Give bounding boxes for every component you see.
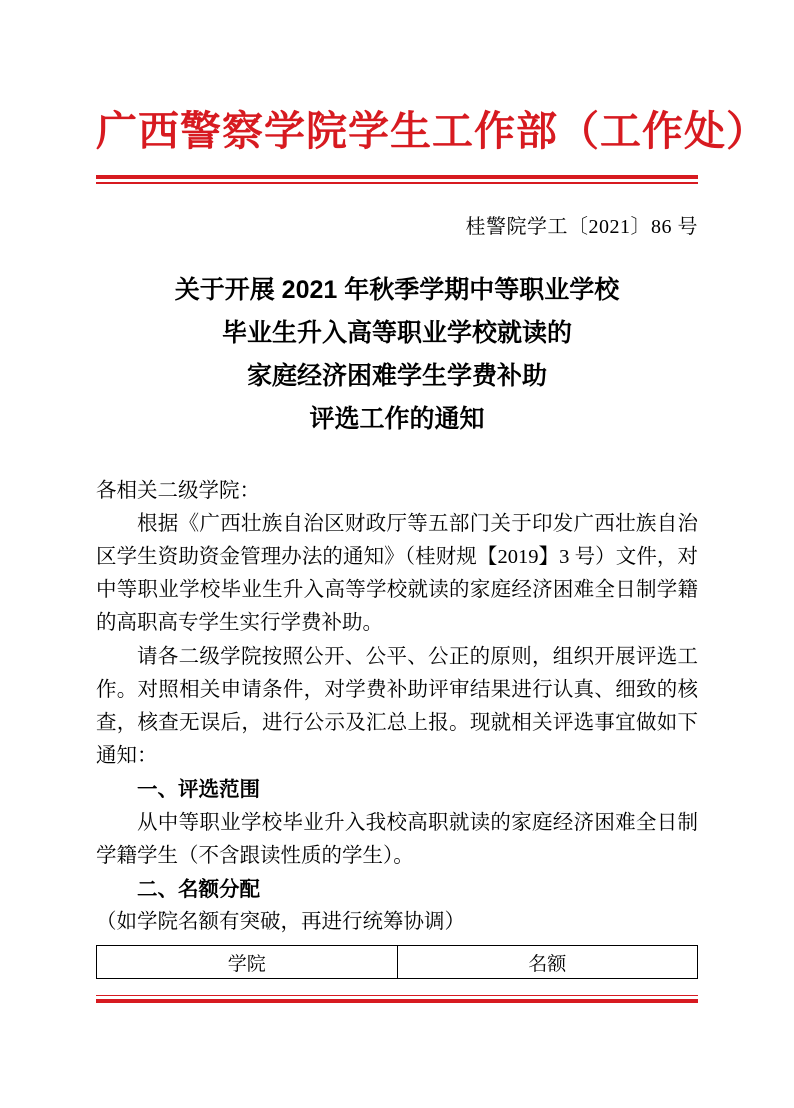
document-number: 桂警院学工〔2021〕86 号 [465, 215, 698, 238]
table-header-college: 学院 [97, 946, 398, 979]
paragraph-1: 根据《广西壮族自治区财政厅等五部门关于印发广西壮族自治区学生资助资金管理办法的通知》（桂财规【2019】3 号）文件，对中等职业学校毕业生升入高等学校就读的家庭经济困难全日制学籍的高职高专学生实行学费补助。 [96, 512, 698, 635]
table-header-quota: 名额 [397, 946, 698, 979]
section-2-note: （如学院名额有突破，再进行统筹协调） [96, 911, 465, 934]
paragraph-2: 请各二级学院按照公开、公平、公正的原则，组织开展评选工作。对照相关申请条件，对学费补助评审结果进行认真、细致的核查，核查无误后，进行公示及汇总上报。现就相关评选事宜做如下通知： [96, 645, 698, 768]
section-heading-1: 一、评选范围 [137, 778, 260, 802]
salutation: 各相关二级学院： [96, 479, 260, 502]
section-heading-2: 二、名额分配 [137, 878, 260, 902]
document-title-line-3: 家庭经济困难学生学费补助 [246, 361, 547, 390]
table-row [97, 946, 698, 979]
masthead-rule-thick [96, 175, 698, 179]
document-title-line-2: 毕业生升入高等职业学校就读的 [221, 318, 572, 347]
document-title-line-4: 评选工作的通知 [309, 404, 485, 433]
document-title [96, 269, 698, 441]
footer-rule-thin [96, 995, 698, 997]
footer-rule-thick [96, 999, 698, 1003]
allocation-table [96, 945, 698, 979]
document-body [96, 475, 698, 940]
masthead [96, 108, 768, 184]
masthead-title: 广西警察学院学生工作部（工作处） [96, 108, 768, 154]
masthead-rule-thin [96, 182, 698, 184]
section-1-text: 从中等职业学校毕业升入我校高职就读的家庭经济困难全日制学籍学生（不含跟读性质的学生）。 [96, 811, 698, 867]
document-title-line-1: 关于开展 2021 年秋季学期中等职业学校 [174, 275, 620, 304]
